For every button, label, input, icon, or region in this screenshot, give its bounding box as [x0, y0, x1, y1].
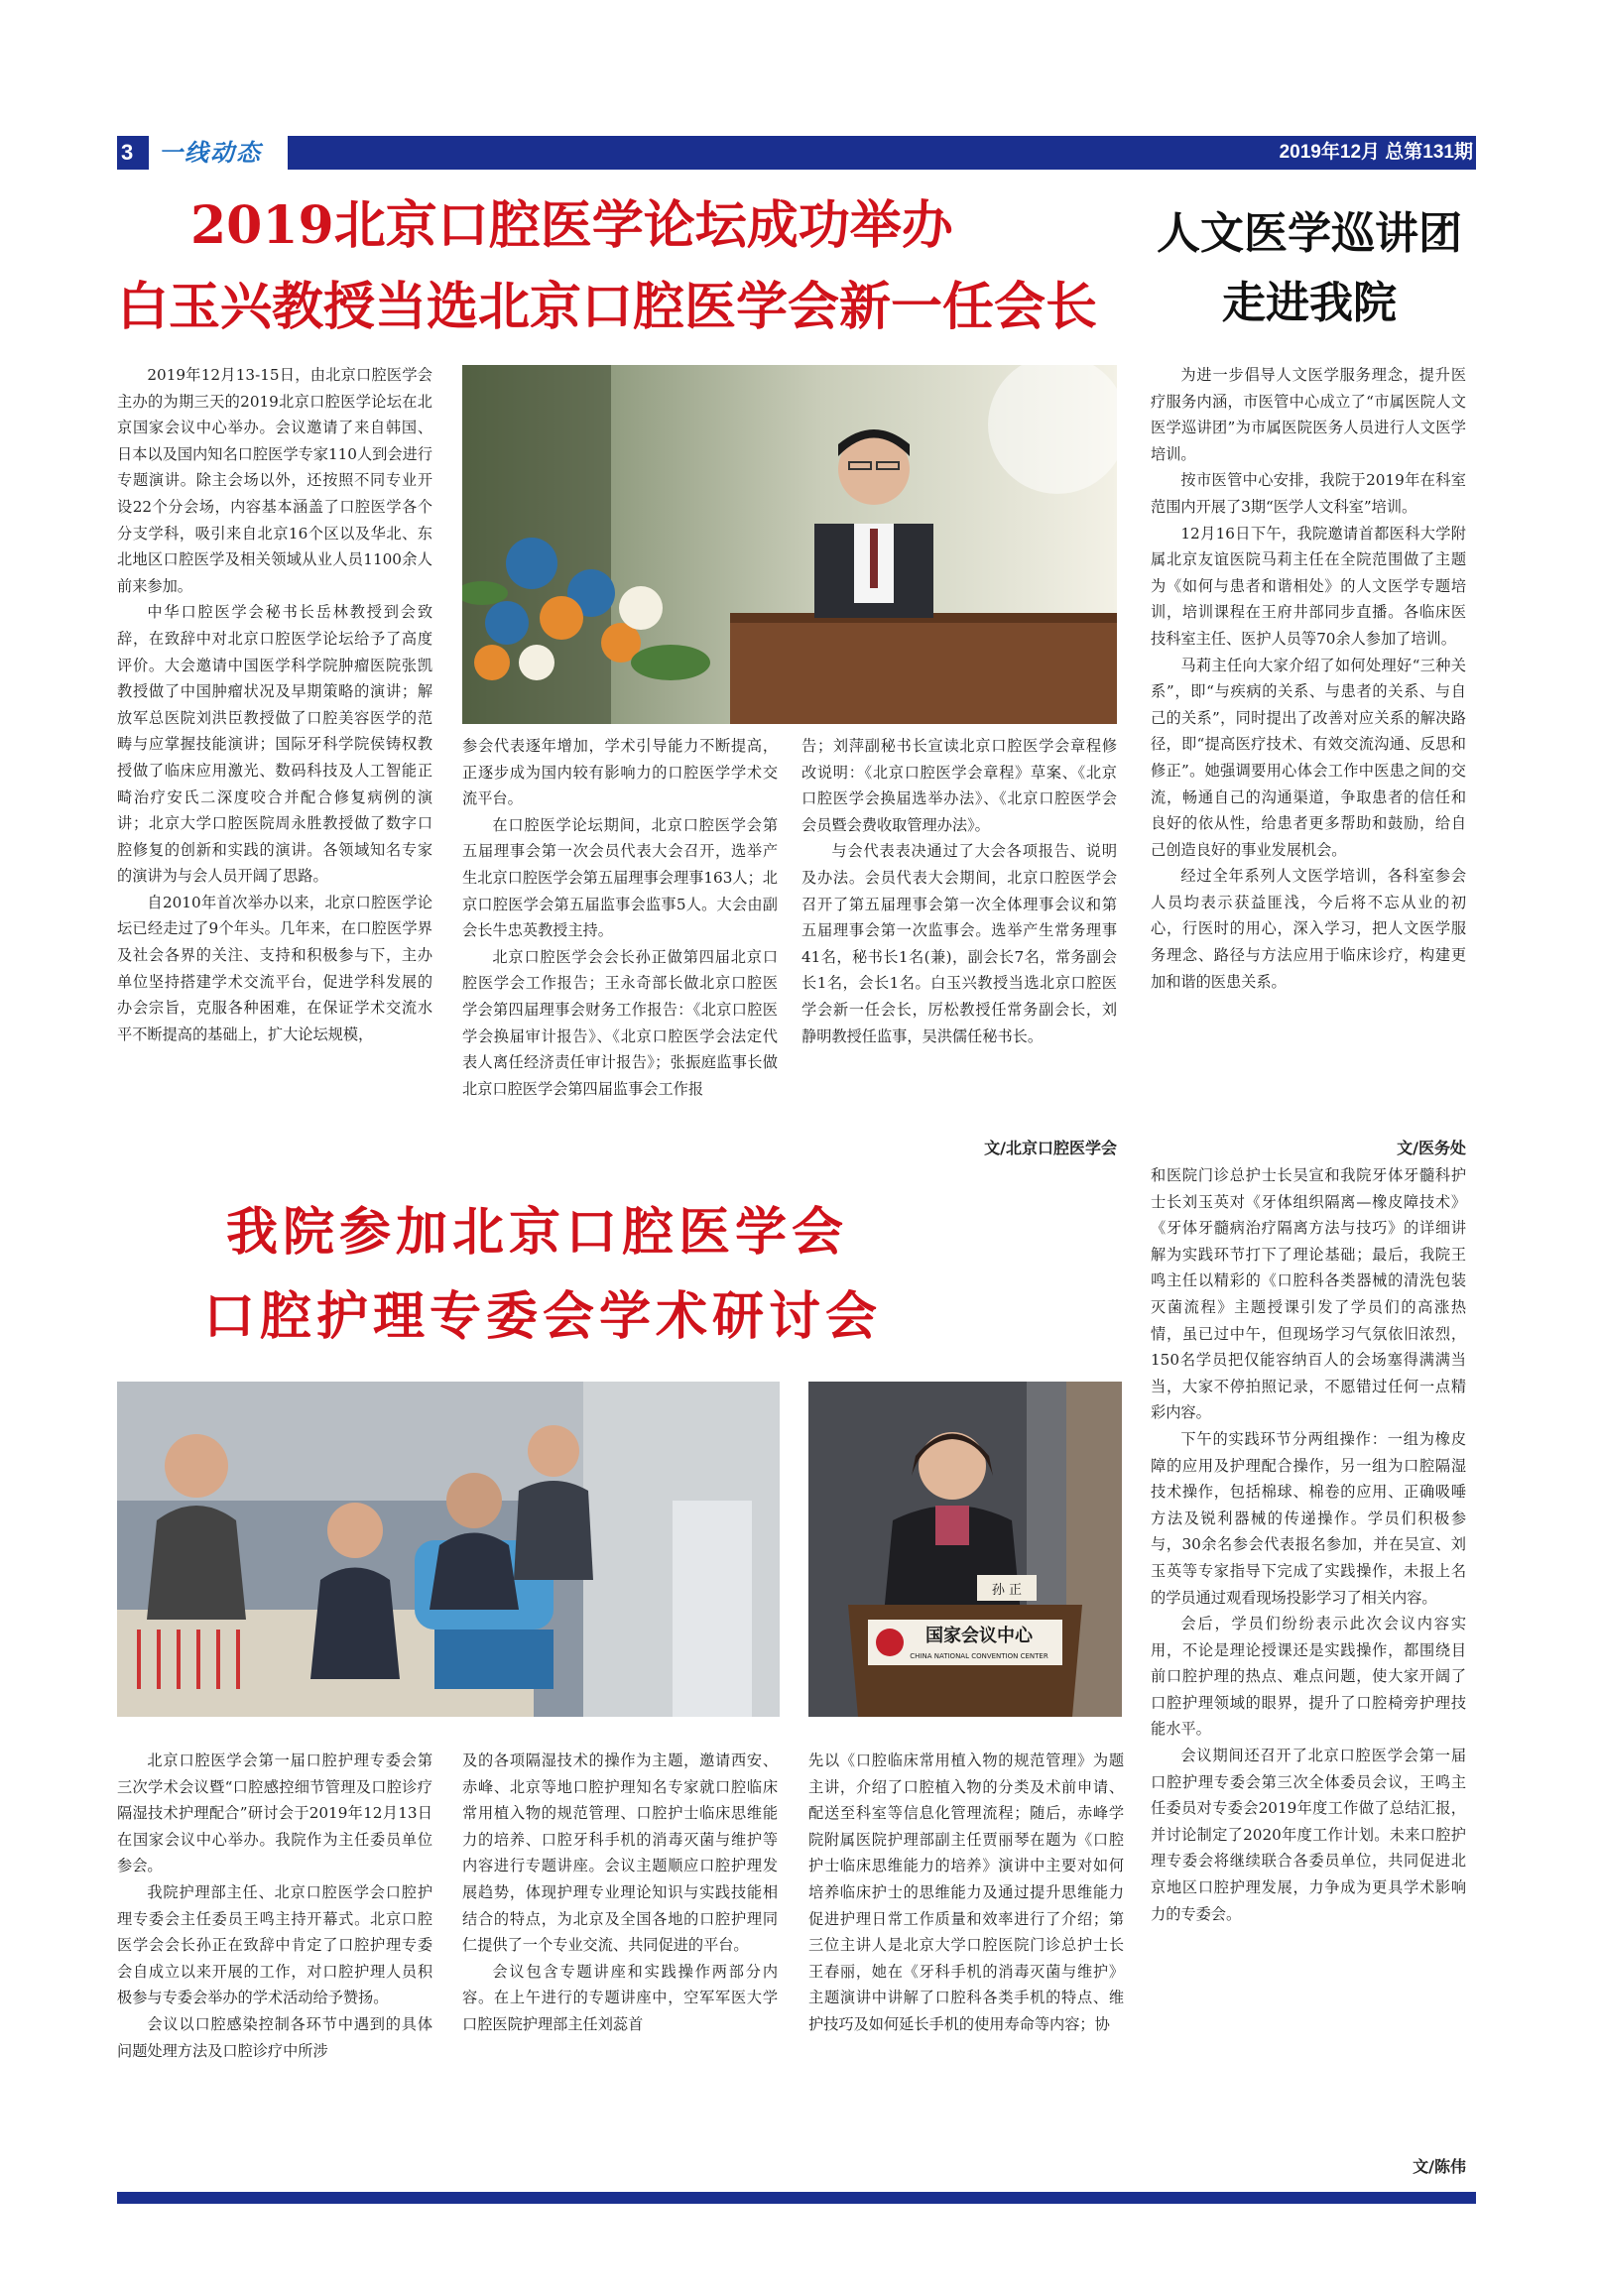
article2-credit: 文/医务处 — [1397, 1139, 1466, 1157]
article2-headline-line1: 人文医学巡讲团 — [1157, 208, 1462, 259]
paragraph: 我院护理部主任、北京口腔医学会口腔护理专委会主任委员王鸣主持开幕式。北京口腔医学会会长孙正在致辞中肯定了口腔护理专委会自成立以来开展的工作，对口腔护理人员积极参与专委会举办的学术活动给予赞扬。 — [117, 1882, 432, 2007]
speaker-photo-illustration — [462, 365, 1117, 724]
paragraph: 按市医管中心安排，我院于2019年在科室范围内开展了3期“医学人文科室”培训。 — [1151, 471, 1466, 516]
article1-column2 — [462, 733, 778, 1165]
article3-column2 — [462, 1748, 778, 2174]
article3-headline-line1: 我院参加北京口腔医学会 — [226, 1202, 849, 1263]
paragraph: 会后，学员们纷纷表示此次会议内容实用，不论是理论授课还是实践操作，都围绕目前口腔护理的热点、难点问题，使大家开阔了口腔护理领域的眼界，提升了口腔椅旁护理技能水平。 — [1151, 1615, 1466, 1739]
article1-column1 — [117, 362, 432, 1165]
paragraph: 在口腔医学论坛期间，北京口腔医学会第五届理事会第一次会员代表大会召开，选举产生北京口腔医学会第五届理事会理事163人；北京口腔医学会第五届监事会监事5人。大会由副会长牛忠英教授主持。 — [462, 815, 778, 940]
page-number: 3 — [121, 140, 134, 165]
article3-headline-line2: 口腔护理专委会学术研讨会 — [203, 1286, 883, 1347]
paragraph: 北京口腔医学会第一届口腔护理专委会第三次学术会议暨“口腔感控细节管理及口腔诊疗隔湿技术护理配合”研讨会于2019年12月13日在国家会议中心举办。我院作为主任委员单位参会。 — [117, 1752, 432, 1875]
article2-headline-line2: 走进我院 — [1222, 278, 1397, 328]
paragraph: 先以《口腔临床常用植入物的规范管理》为题主讲，介绍了口腔植入物的分类及术前申请、配送至科室等信息化管理流程；随后，赤峰学院附属医院护理部副主任贾丽琴在题为《口腔护士临床思维能力的培养》演讲中主要对如何培养临床护士的思维能力及通过提升思维能力促进护理日常工作质量和效率进行了介绍；第三位主讲人是北京大学口腔医院门诊总护士长王春丽，她在《牙科手机的消毒灭菌与维护》主题演讲中讲解了口腔科各类手机的特点、维护技巧及如何延长手机的使用寿命等内容；协 — [808, 1752, 1124, 2033]
paragraph: 与会代表表决通过了大会各项报告、说明及办法。会员代表大会期间，北京口腔医学会召开了第五届理事会第一次全体理事会议和第五届理事会第一次监事会。选举产生常务理事41名，秘书长1名(兼)，副会长7名，常务副会长1名，会长1名。白玉兴教授当选北京口腔医学会新一任会长，厉松教授任常务副会长，刘静明教授任监事，吴洪儒任秘书长。 — [801, 842, 1117, 1045]
article3-column1 — [117, 1748, 432, 2174]
article3-credit: 文/陈伟 — [1413, 2157, 1466, 2176]
paragraph: 2019年12月13-15日，由北京口腔医学会主办的为期三天的2019北京口腔医学论坛在北京国家会议中心举办。会议邀请了来自韩国、日本以及国内知名口腔医学专家110人到会进行专题演讲。除主会场以外，还按照不同专业开设22个分会场，内容基本涵盖了口腔医学各个分支学科，吸引来自北京16个区以及华北、东北地区口腔医学及相关领域从业人员1100余人前来参加。 — [117, 366, 432, 595]
paragraph: 北京口腔医学会会长孙正做第四届北京口腔医学会工作报告；王永奇部长做北京口腔医学会第四届理事会财务工作报告：《北京口腔医学会换届审计报告》、《北京口腔医学会法定代表人离任经济责任审计报告》；张振庭监事长做北京口腔医学会第四届监事会工作报 — [462, 947, 778, 1098]
practice-photo-illustration — [117, 1382, 780, 1717]
article3-photo-podium — [808, 1382, 1122, 1717]
article1-headline-line1: 2019北京口腔医学论坛成功举办 — [190, 195, 953, 256]
article3-column3 — [808, 1748, 1124, 2174]
paragraph: 为进一步倡导人文医学服务理念，提升医疗服务内涵，市医管中心成立了“市属医院人文医学巡讲团”为市属医院医务人员进行人文医学培训。 — [1151, 366, 1466, 463]
article3-photo-practice — [117, 1382, 780, 1717]
paragraph: 自2010年首次举办以来，北京口腔医学论坛已经走过了9个年头。几年来，在口腔医学界及社会各界的关注、支持和积极参与下，主办单位坚持搭建学术交流平台，促进学科发展的办会宗旨，克服各种困难，在保证学术交流水平不断提高的基础上，扩大论坛规模， — [117, 893, 432, 1043]
issue-date: 2019年12月 总第131期 — [1279, 142, 1473, 163]
article1-credit: 文/北京口腔医学会 — [984, 1139, 1117, 1157]
paragraph: 会议期间还召开了北京口腔医学会第一届口腔护理专委会第三次全体委员会议，王鸣主任委员对专委会2019年度工作做了总结汇报，并讨论制定了2020年度工作计划。未来口腔护理专委会将继续联合各委员单位，共同促进北京地区口腔护理发展，力争成为更具学术影响力的专委会。 — [1151, 1747, 1466, 1923]
paragraph: 会议包含专题讲座和实践操作两部分内容。在上午进行的专题讲座中，空军军医大学口腔医院护理部主任刘蕊首 — [462, 1962, 778, 2033]
footer-band — [117, 2192, 1476, 2204]
podium-photo-illustration — [808, 1382, 1122, 1717]
article2-column — [1151, 362, 1466, 1140]
article1-column3 — [801, 733, 1117, 1140]
article1-headline-line2: 白玉兴教授当选北京口腔医学会新一任会长 — [117, 277, 1098, 337]
article1-photo-speaker — [462, 365, 1117, 724]
name-plate-text: 孙 正 — [991, 1583, 1023, 1598]
podium-logo-cn: 国家会议中心 — [925, 1626, 1033, 1646]
section-label: 一线动态 — [159, 138, 262, 167]
paragraph: 12月16日下午，我院邀请首都医科大学附属北京友谊医院马莉主任在全院范围做了主题为《如何与患者和谐相处》的人文医学专题培训，培训课程在王府井部同步直播。各临床医技科室主任、医护人员等70余人参加了培训。 — [1151, 524, 1466, 648]
paragraph: 参会代表逐年增加，学术引导能力不断提高，正逐步成为国内较有影响力的口腔医学学术交流平台。 — [462, 737, 778, 808]
paragraph: 下午的实践环节分两组操作：一组为橡皮障的应用及护理配合操作，另一组为口腔隔湿技术操作，包括棉球、棉卷的应用、正确吸唾方法及锐利器械的传递操作。学员们积极参与，30余名参会代表报名参加，并在吴宣、刘玉英等专家指导下完成了实践操作，未报上名的学员通过观看现场投影学习了相关内容。 — [1151, 1429, 1466, 1607]
paragraph: 马莉主任向大家介绍了如何处理好“三种关系”，即“与疾病的关系、与患者的关系、与自己的关系”，同时提出了改善对应关系的解决路径，即“提高医疗技术、有效交流沟通、反思和修正”。她强调要用心体会工作中医患之间的交流，畅通自己的沟通渠道，争取患者的信任和良好的依从性，给患者更多帮助和鼓励，给自己创造良好的事业发展机会。 — [1151, 656, 1466, 859]
paragraph: 经过全年系列人文医学培训，各科室参会人员均表示获益匪浅，今后将不忘从业的初心，行医时的用心，深入学习，把人文医学服务理念、路径与方法应用于临床诊疗，构建更加和谐的医患关系。 — [1151, 867, 1466, 991]
paragraph: 会议以口腔感染控制各环节中遇到的具体问题处理方法及口腔诊疗中所涉 — [117, 2014, 432, 2060]
paragraph: 告；刘萍副秘书长宣读北京口腔医学会章程修改说明：《北京口腔医学会章程》草案、《北京口腔医学会换届选举办法》、《北京口腔医学会会员暨会费收取管理办法》。 — [801, 737, 1117, 834]
paragraph: 中华口腔医学会秘书长岳林教授到会致辞，在致辞中对北京口腔医学论坛给予了高度评价。大会邀请中国医学科学院肿瘤医院张凯教授做了中国肿瘤状况及早期策略的演讲；解放军总医院刘洪臣教授做了口腔美容医学的范畴与应掌握技能演讲；国际牙科学院侯铸权教授做了临床应用激光、数码科技及人工智能正畸治疗安氏二深度咬合并配合修复病例的演讲；北京大学口腔医院周永胜教授做了数字口腔修复的创新和实践的演讲。各领域知名专家的演讲为与会人员开阔了思路。 — [117, 603, 432, 886]
article3-column4 — [1151, 1162, 1466, 2157]
paragraph: 和医院门诊总护士长吴宣和我院牙体牙髓科护士长刘玉英对《牙体组织隔离—橡皮障技术》《牙体牙髓病治疗隔离方法与技巧》的详细讲解为实践环节打下了理论基础；最后，我院王鸣主任以精彩的《口腔科各类器械的清洗包装灭菌流程》主题授课引发了学员们的高涨热情，虽已过中午，但现场学习气氛依旧浓烈，150名学员把仅能容纳百人的会场塞得满满当当，大家不停拍照记录，不愿错过任何一点精彩内容。 — [1151, 1166, 1466, 1422]
podium-logo-en: CHINA NATIONAL CONVENTION CENTER — [910, 1652, 1048, 1660]
paragraph: 及的各项隔湿技术的操作为主题，邀请西安、赤峰、北京等地口腔护理知名专家就口腔临床常用植入物的规范管理、口腔护士临床思维能力的培养、口腔牙科手机的消毒灭菌与维护等内容进行专题讲座。会议主题顺应口腔护理发展趋势，体现护理专业理论知识与实践技能相结合的特点，为北京及全国各地的口腔护理同仁提供了一个专业交流、共同促进的平台。 — [462, 1752, 778, 1955]
